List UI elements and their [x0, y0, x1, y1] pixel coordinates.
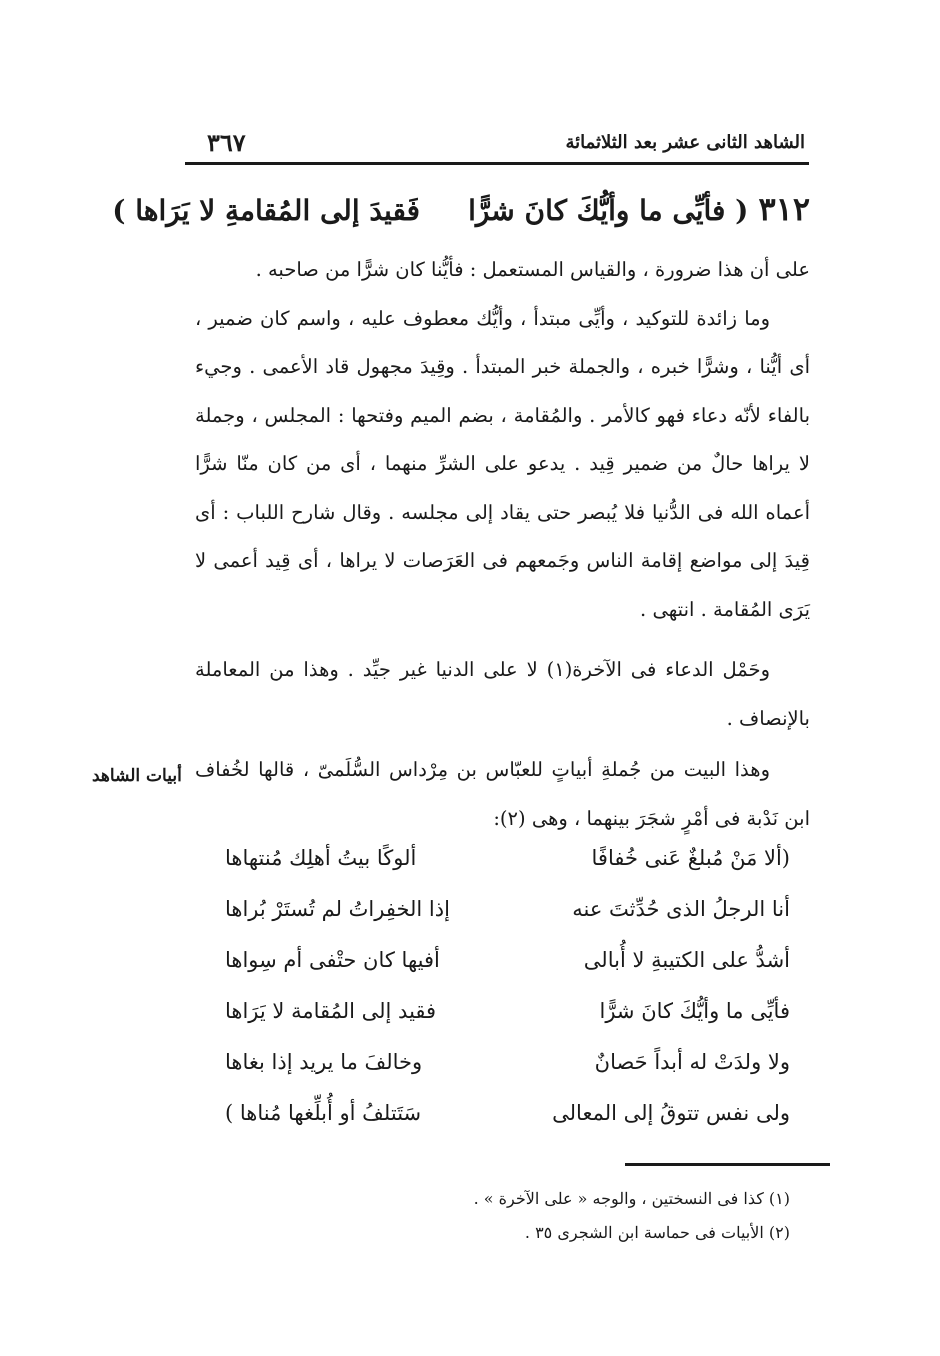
witness-hemistich-2: فَقيدَ إلى المُقامةِ لا يَرَاها ): [112, 194, 421, 227]
poem-verse: [215, 999, 790, 1050]
poem: [215, 846, 790, 1152]
verse-second-hemistich: سَتَتلفُ أو أُبلِّغها مُناها ): [225, 1101, 422, 1125]
verse-first-hemistich: أشدُّ على الكتيبةِ لا أُبالى: [583, 948, 790, 972]
poem-verse: [215, 846, 790, 897]
poem-verse: [215, 1101, 790, 1152]
margin-label: أبيات الشاهد: [92, 766, 182, 786]
footnotes: [330, 1182, 790, 1250]
commentary-paragraph: وهذا البيت من جُملةِ أبياتٍ للعبّاس بن مِرْداس السُّلَمىّ ، قالها لخُفاف ابن نَدْبة فى أمْرٍ شجَرَ بينهما ، وهى (٢):: [195, 758, 810, 830]
verse-second-hemistich: أفيها كان حتْفى أم سِواها: [225, 948, 440, 972]
poem-verse: [215, 948, 790, 999]
verse-first-hemistich: أنا الرجلُ الذى حُدِّثتَ عنه: [572, 897, 790, 921]
commentary-section-1: [195, 246, 810, 634]
header-rule: [185, 162, 809, 165]
page-number: ٣٦٧: [207, 128, 246, 157]
witness-number: ٣١٢: [758, 190, 810, 228]
commentary-paragraph: على أن هذا ضرورة ، والقياس المستعمل : فأيُّنا كان شرًّا من صاحبه .: [255, 258, 810, 281]
footnote-rule: [625, 1163, 830, 1166]
witness-verse: [112, 190, 810, 228]
witness-hemistich-1: ( فأيِّى ما وأيُّكَ كانَ شرًّا: [468, 194, 749, 227]
poem-verse: [215, 897, 790, 948]
verse-first-hemistich: ولا ولدَتْ له أبداً حَصانٌ: [594, 1050, 790, 1074]
verse-second-hemistich: وخالفَ ما يريد إذا بغاها: [225, 1050, 423, 1074]
commentary-section-2: [195, 646, 810, 743]
verse-first-hemistich: فأيِّى ما وأيُّكَ كانَ شرًّا: [599, 999, 790, 1023]
verse-second-hemistich: ألوكًا بيتُ أهلِك مُنتهاها: [225, 846, 417, 870]
commentary-paragraph: وما زائدة للتوكيد ، وأيِّى مبتدأ ، وأيُّك معطوف عليه ، واسم كان ضمير ، أى أيُّنا ، وشرًّا خبره ، والجملة خبر المبتدأ . وقِيدَ مجهول قاد الأعمى . وجيء بالفاء لأنّه دعاء فهو كالأمر . والمُقامة ، بضم الميم وفتحها : المجلس ، وجملة لا يراها حالٌ من ضمير قِيد . يدعو على الشرِّ منهما ، أى من كان منّا شرًّا أعماه الله فى الدُّنيا فلا يُبصر حتى يقاد إلى مجلسه . وقال شارح اللباب : أى قِيدَ إلى مواضع إقامة الناس وجَمعهم فى العَرَصات لا يراها ، أى قِيد أعمى لا يَرَى المُقامة . انتهى .: [195, 306, 810, 621]
verse-first-hemistich: ولى نفس تتوقُ إلى المعالى: [552, 1101, 790, 1125]
commentary-section-3: [195, 746, 810, 843]
verse-first-hemistich: (ألا مَنْ مُبلغٌ عَنى خُفافًا: [591, 846, 790, 870]
verse-second-hemistich: فقيد إلى المُقامة لا يَرَاها: [225, 999, 437, 1023]
footnote: (١) كذا فى النسختين ، والوجه « على الآخرة » .: [473, 1189, 790, 1208]
verse-second-hemistich: إذا الخفِراتُ لم تُستَرْ بُراها: [225, 897, 450, 921]
footnote: (٢) الأبيات فى حماسة ابن الشجرى ٣٥ .: [524, 1223, 790, 1242]
running-header: [185, 128, 805, 162]
running-title: الشاهد الثانى عشر بعد الثلاثمائة: [565, 132, 805, 153]
commentary-paragraph: وحَمْل الدعاء فى الآخرة(١) لا على الدنيا غير جيِّد . وهذا من المعاملة بالإنصاف .: [195, 658, 810, 730]
poem-verse: [215, 1050, 790, 1101]
